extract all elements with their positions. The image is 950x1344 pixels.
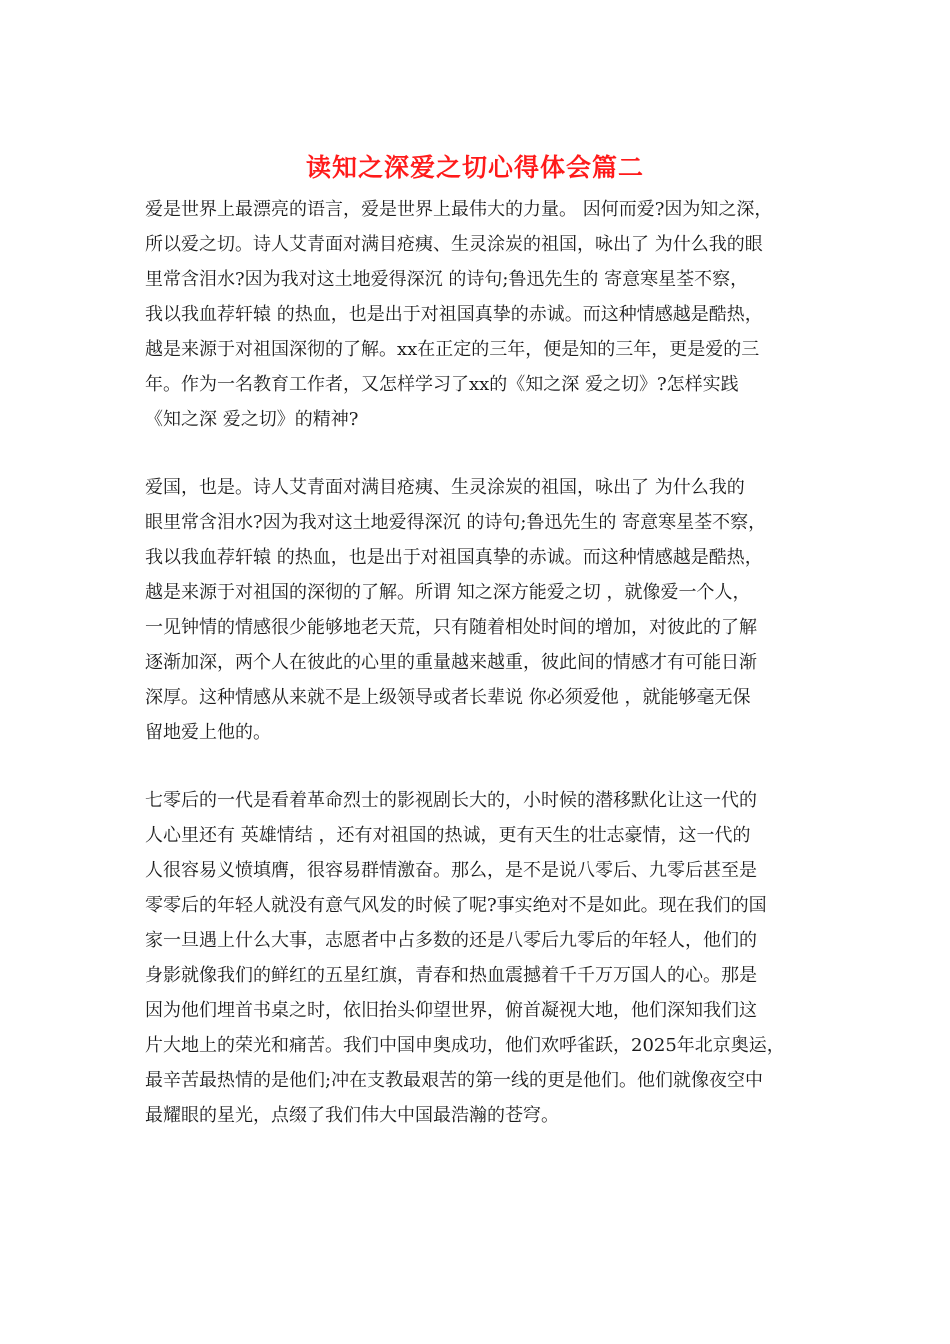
paragraph-1 (145, 192, 835, 437)
text-line: 越是来源于对祖国的深彻的了解。所谓 知之深方能爱之切 ，就像爱一个人， (145, 582, 751, 603)
document-body (145, 192, 835, 1166)
text-line: 眼里常含泪水?因为我对这土地爱得深沉 的诗句;鲁迅先生的 寄意寒星荃不察， (145, 512, 767, 533)
text-line: 深厚。这种情感从来就不是上级领导或者长辈说 你必须爱他 ，就能够毫无保 (145, 687, 751, 708)
text-line: 最耀眼的星光，点缀了我们伟大中国最浩瀚的苍穹。 (145, 1105, 559, 1126)
text-line: 人很容易义愤填膺，很容易群情激奋。那么，是不是说八零后、九零后甚至是 (145, 860, 757, 881)
document-title: 读知之深爱之切心得体会篇二 (305, 153, 644, 182)
text-line: 人心里还有 英雄情结 ，还有对祖国的热诚，更有天生的壮志豪情，这一代的 (145, 825, 751, 846)
paragraph-3 (145, 783, 835, 1133)
text-line: 越是来源于对祖国深彻的了解。xx在正定的三年，便是知的三年，更是爱的三 (145, 339, 760, 360)
text-line: 逐渐加深，两个人在彼此的心里的重量越来越重，彼此间的情感才有可能日渐 (145, 652, 757, 673)
text-line: 片大地上的荣光和痛苦。我们中国申奥成功，他们欢呼雀跃，2025年北京奥运， (145, 1035, 785, 1056)
text-line: 零零后的年轻人就没有意气风发的时候了呢?事实绝对不是如此。现在我们的国 (145, 895, 767, 916)
text-line: 最辛苦最热情的是他们;冲在支教最艰苦的第一线的更是他们。他们就像夜空中 (145, 1070, 764, 1091)
text-line: 身影就像我们的鲜红的五星红旗，青春和热血震撼着千千万万国人的心。那是 (145, 965, 757, 986)
text-line: 一见钟情的情感很少能够地老天荒，只有随着相处时间的增加，对彼此的了解 (145, 617, 757, 638)
text-line: 留地爱上他的。 (145, 722, 271, 743)
text-line: 年。作为一名教育工作者，又怎样学习了xx的《知之深 爱之切》?怎样实践 (145, 374, 739, 395)
text-line: 爱是世界上最漂亮的语言，爱是世界上最伟大的力量。 因何而爱?因为知之深， (145, 199, 773, 220)
text-line: 里常含泪水?因为我对这土地爱得深沉 的诗句;鲁迅先生的 寄意寒星荃不察， (145, 269, 749, 290)
text-line: 《知之深 爱之切》的精神? (145, 409, 359, 430)
text-line: 因为他们埋首书桌之时，依旧抬头仰望世界，俯首凝视大地，他们深知我们这 (145, 1000, 757, 1021)
paragraph-2 (145, 470, 835, 750)
text-line: 我以我血荐轩辕 的热血，也是出于对祖国真挚的赤诚。而这种情感越是酷热， (145, 304, 763, 325)
text-line: 七零后的一代是看着革命烈士的影视剧长大的，小时候的潜移默化让这一代的 (145, 790, 757, 811)
text-line: 所以爱之切。诗人艾青面对满目疮痍、生灵涂炭的祖国，咏出了 为什么我的眼 (145, 234, 763, 255)
text-line: 我以我血荐轩辕 的热血，也是出于对祖国真挚的赤诚。而这种情感越是酷热， (145, 547, 763, 568)
text-line: 爱国，也是。诗人艾青面对满目疮痍、生灵涂炭的祖国，咏出了 为什么我的 (145, 477, 745, 498)
text-line: 家一旦遇上什么大事，志愿者中占多数的还是八零后九零后的年轻人，他们的 (145, 930, 757, 951)
